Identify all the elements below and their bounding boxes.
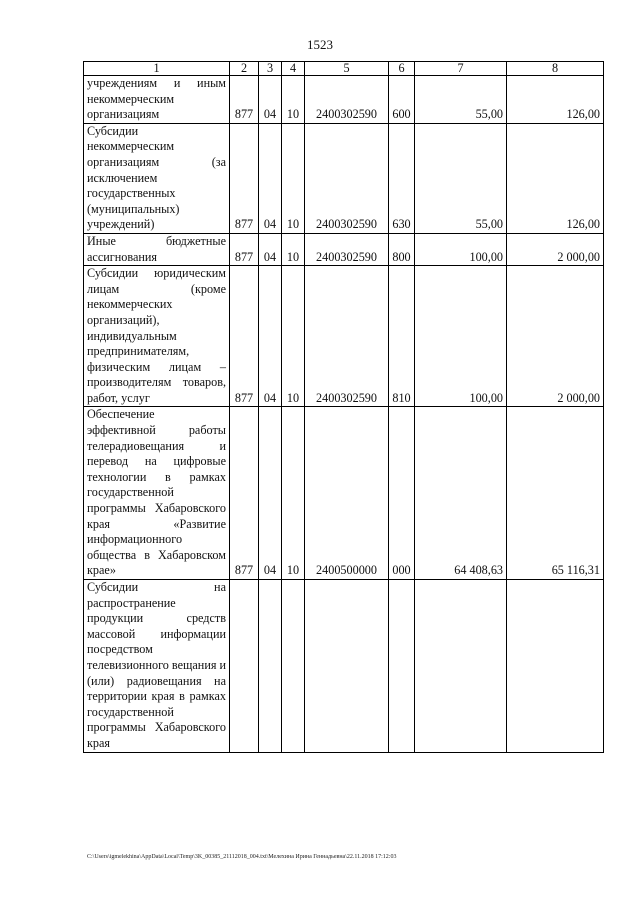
target-article-cell bbox=[305, 580, 389, 753]
file-path-footer: C:\Users\igmelekhina\AppData\Local\Temp\3K_00385_21112018_004.txt\Мелехина Ирина Геннадьевна\22.11.2018 17:12:03 bbox=[87, 854, 397, 860]
admin-code-cell: 877 bbox=[230, 407, 259, 580]
target-article-cell: 2400302590 bbox=[305, 233, 389, 265]
expense-type-cell: 800 bbox=[389, 233, 415, 265]
table-row bbox=[84, 233, 604, 265]
section-cell: 04 bbox=[259, 407, 282, 580]
column-header: 2 bbox=[230, 62, 259, 76]
row-name-cell: учреждениям и иным некоммерческим организациям bbox=[84, 76, 230, 124]
column-header: 1 bbox=[84, 62, 230, 76]
row-name-cell: Иные бюджетные ассигнования bbox=[84, 233, 230, 265]
column-header: 8 bbox=[507, 62, 604, 76]
table-row bbox=[84, 123, 604, 233]
expense-type-cell: 810 bbox=[389, 266, 415, 407]
section-cell: 04 bbox=[259, 266, 282, 407]
target-article-cell: 2400500000 bbox=[305, 407, 389, 580]
subsection-cell: 10 bbox=[282, 233, 305, 265]
admin-code-cell: 877 bbox=[230, 233, 259, 265]
section-cell: 04 bbox=[259, 123, 282, 233]
column-header: 5 bbox=[305, 62, 389, 76]
admin-code-cell: 877 bbox=[230, 76, 259, 124]
expense-type-cell: 600 bbox=[389, 76, 415, 124]
table-row bbox=[84, 266, 604, 407]
section-cell: 04 bbox=[259, 233, 282, 265]
page-number: 1523 bbox=[307, 37, 333, 52]
column-header: 6 bbox=[389, 62, 415, 76]
column-header: 3 bbox=[259, 62, 282, 76]
amount-year-2-cell: 65 116,31 bbox=[507, 407, 604, 580]
amount-year-2-cell: 2 000,00 bbox=[507, 266, 604, 407]
subsection-cell: 10 bbox=[282, 266, 305, 407]
target-article-cell: 2400302590 bbox=[305, 76, 389, 124]
amount-year-2-cell: 126,00 bbox=[507, 123, 604, 233]
amount-year-2-cell: 126,00 bbox=[507, 76, 604, 124]
expense-type-cell: 000 bbox=[389, 407, 415, 580]
amount-year-1-cell: 55,00 bbox=[415, 123, 507, 233]
amount-year-1-cell: 55,00 bbox=[415, 76, 507, 124]
table-row bbox=[84, 580, 604, 753]
row-name-cell: Субсидии на распространение продукции средств массовой информации посредством телевизионного вещания и (или) радиовещания на территории края в рамках государственной программы Хабаровского края bbox=[84, 580, 230, 753]
admin-code-cell: 877 bbox=[230, 123, 259, 233]
target-article-cell: 2400302590 bbox=[305, 266, 389, 407]
expense-type-cell: 630 bbox=[389, 123, 415, 233]
subsection-cell: 10 bbox=[282, 123, 305, 233]
section-cell bbox=[259, 580, 282, 753]
amount-year-1-cell: 100,00 bbox=[415, 266, 507, 407]
row-name-cell: Обеспечение эффективной работы телерадиовещания и перевод на цифровые технологии в рамках государственной программы Хабаровского края «Развитие информационного общества в Хабаровском крае» bbox=[84, 407, 230, 580]
subsection-cell: 10 bbox=[282, 407, 305, 580]
subsection-cell bbox=[282, 580, 305, 753]
column-header: 4 bbox=[282, 62, 305, 76]
admin-code-cell bbox=[230, 580, 259, 753]
expense-type-cell bbox=[389, 580, 415, 753]
amount-year-2-cell bbox=[507, 580, 604, 753]
target-article-cell: 2400302590 bbox=[305, 123, 389, 233]
amount-year-1-cell: 100,00 bbox=[415, 233, 507, 265]
amount-year-1-cell bbox=[415, 580, 507, 753]
admin-code-cell: 877 bbox=[230, 266, 259, 407]
amount-year-1-cell: 64 408,63 bbox=[415, 407, 507, 580]
amount-year-2-cell: 2 000,00 bbox=[507, 233, 604, 265]
row-name-cell: Субсидии некоммерческим организациям (за исключением государственных (муниципальных) учреждений) bbox=[84, 123, 230, 233]
column-header: 7 bbox=[415, 62, 507, 76]
budget-table bbox=[83, 61, 604, 753]
row-name-cell: Субсидии юридическим лицам (кроме некоммерческих организаций), индивидуальным предпринимателям, физическим лицам – производителям товаров, работ, услуг bbox=[84, 266, 230, 407]
subsection-cell: 10 bbox=[282, 76, 305, 124]
section-cell: 04 bbox=[259, 76, 282, 124]
table-row bbox=[84, 407, 604, 580]
table-row bbox=[84, 76, 604, 124]
table-header-row bbox=[84, 62, 604, 76]
